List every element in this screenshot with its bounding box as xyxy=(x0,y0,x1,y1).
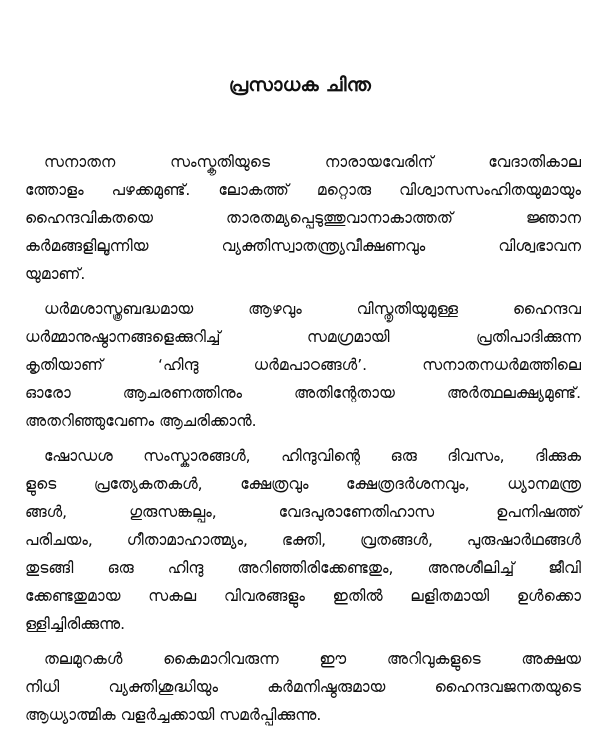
text-line: കർമങ്ങളിലൂന്നിയ വ്യക്തിസ്വാതന്ത്ര്യവീക്ഷണവും വിശ്വഭാവന xyxy=(25,237,581,255)
text-line: ങ്ങൾ, ഗുരുസങ്കല്പം, വേദപുരാണേതിഹാസ ഉപനിഷത്ത് xyxy=(25,503,581,521)
text-line: ധർമ്മാനുഷ്ഠാനങ്ങളെക്കുറിച്ച് സമഗ്രമായി പ്രതിപാദിക്കുന്ന xyxy=(25,328,581,346)
text-line: നിധി വ്യക്തിശുദ്ധിയും കർമനിഷ്ഠരുമായ ഹൈന്ദവജനതയുടെ xyxy=(25,678,581,696)
paragraph-2 xyxy=(25,295,581,435)
paragraph-4 xyxy=(25,645,581,729)
text-line: ധർമശാസ്ത്രബദ്ധമായ ആഴവും വിസ്തൃതിയുമുള്ള ഹൈന്ദവ xyxy=(44,300,581,318)
text-line: ഷോഡശ സംസ്കാരങ്ങൾ, ഹിന്ദുവിന്റെ ഒരു ദിവസം, ദിക്കുക xyxy=(44,447,581,465)
body-text xyxy=(25,148,581,736)
page-title: പ്രസാധക ചിന്ത xyxy=(228,74,372,96)
text-line: ത്തോളം പഴക്കമുണ്ട്. ലോകത്ത് മറ്റൊരു വിശ്വാസസംഹിതയുമായും xyxy=(25,181,581,199)
text-line: തുടങ്ങി ഒരു ഹിന്ദു അറിഞ്ഞിരിക്കേണ്ടതും, അനുശീലിച്ച് ജീവി xyxy=(25,559,581,577)
text-line: ഹൈന്ദവികതയെ താരതമ്യപ്പെടുത്തുവാനാകാത്തത് ജ്ഞാന xyxy=(25,209,581,227)
text-line: കൃതിയാണ് ‘ഹിന്ദു ധർമപാഠങ്ങൾ’. സനാതനധർമത്തിലെ xyxy=(25,356,581,374)
text-line: ഓരോ ആചരണത്തിനും അതിന്റേതായ അർത്ഥലക്ഷ്യമുണ്ട്. xyxy=(25,384,581,402)
text-line: പരിചയം, ഗീതാമാഹാത്മ്യം, ഭക്തി, വ്രതങ്ങൾ, പുരുഷാർഥങ്ങൾ xyxy=(25,531,581,549)
paragraph-3 xyxy=(25,442,581,638)
paragraph-1 xyxy=(25,148,581,288)
text-line: ളുടെ പ്രത്യേകതകൾ, ക്ഷേത്രവും ക്ഷേത്രദർശനവും, ധ്യാനമന്ത്ര xyxy=(25,475,581,493)
text-line: ക്കേണ്ടതുമായ സകല വിവരങ്ങളും ഇതിൽ ലളിതമായി ഉൾക്കൊ xyxy=(25,587,581,605)
text-line: തലമുറകൾ കൈമാറിവരുന്ന ഈ അറിവുകളുടെ അക്ഷയ xyxy=(44,650,581,668)
text-line: ആധ്യാത്മിക വളർച്ചക്കായി സമർപ്പിക്കുന്നു. xyxy=(25,706,322,724)
text-line: യുമാണ്. xyxy=(25,265,86,283)
text-line: ള്ളിച്ചിരിക്കുന്നു. xyxy=(25,615,126,633)
text-line: അതറിഞ്ഞുവേണം ആചരിക്കാൻ. xyxy=(25,412,257,430)
text-line: സനാതന സംസ്കൃതിയുടെ നാരായവേരിന് വേദാതികാല xyxy=(44,153,581,171)
